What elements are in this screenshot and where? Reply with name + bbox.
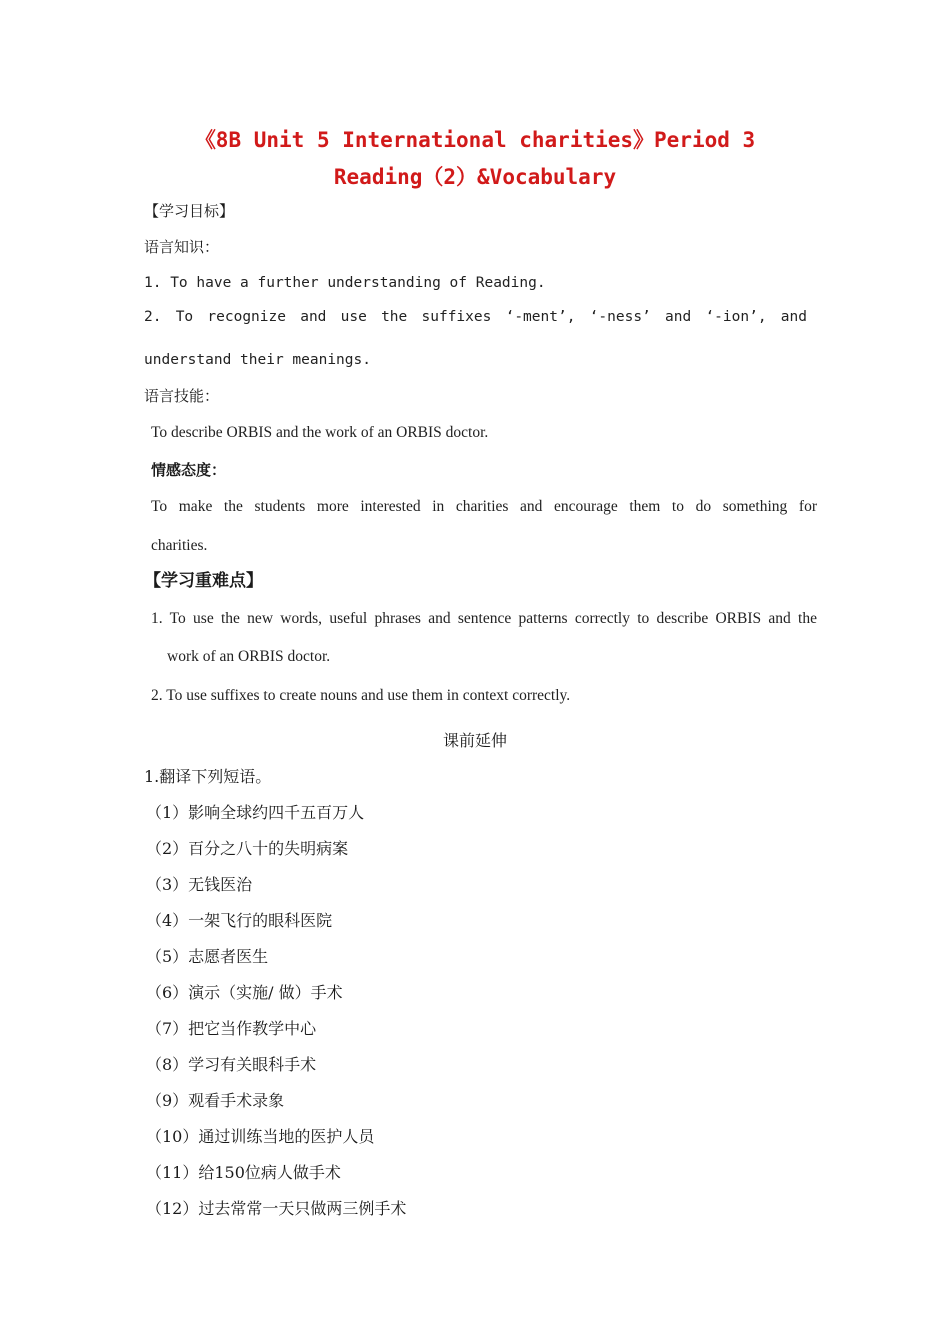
list-item: （1）影响全球约四千五百万人: [146, 803, 365, 822]
list-item: （8）学习有关眼科手术: [146, 1055, 317, 1074]
list-item: （12）过去常常一天只做两三例手术: [146, 1199, 407, 1218]
list-item: （11）给150位病人做手术: [146, 1163, 341, 1182]
skills-text: To describe ORBIS and the work of an ORBIS doctor.: [151, 424, 489, 441]
key-point-1-line-2: work of an ORBIS doctor.: [167, 648, 331, 665]
list-item: （9）观看手术录象: [146, 1091, 285, 1110]
preview-instruction: 1.翻译下列短语。: [144, 767, 272, 786]
document-title-line-2: Reading（2）&Vocabulary: [333, 165, 617, 189]
preview-heading: 课前延伸: [442, 731, 507, 750]
list-item: （6）演示（实施/ 做）手术: [146, 983, 343, 1002]
knowledge-label: 语言知识：: [144, 238, 220, 256]
skills-label: 语言技能：: [144, 387, 220, 405]
attitude-text-line-1: To make the students more interested in charities and encourage them to do something for: [151, 498, 817, 515]
document-title-line-1: 《8B Unit 5 International charities》Period 3: [194, 128, 756, 152]
list-item: （10）通过训练当地的医护人员: [146, 1127, 375, 1146]
list-item: （2）百分之八十的失明病案: [146, 839, 349, 858]
knowledge-item-1: 1. To have a further understanding of Reading.: [144, 275, 546, 291]
key-points-heading: 【学习重难点】: [144, 571, 263, 591]
key-point-2: 2. To use suffixes to create nouns and use them in context correctly.: [151, 687, 571, 704]
list-item: （7）把它当作教学中心: [146, 1019, 317, 1038]
attitude-text-line-2: charities.: [151, 537, 208, 554]
attitude-label: 情感态度：: [151, 461, 227, 479]
list-item: （4）一架飞行的眼科医院: [146, 911, 333, 930]
key-point-1-line-1: 1. To use the new words, useful phrases and sentence patterns correctly to describe ORBIS and the: [151, 610, 817, 627]
knowledge-item-2-line-1: 2. To recognize and use the suffixes ‘-ment’, ‘-ness’ and ‘-ion’, and: [144, 309, 807, 325]
knowledge-item-2-line-2: understand their meanings.: [144, 352, 371, 368]
list-item: （5）志愿者医生: [146, 947, 269, 966]
objectives-heading: 【学习目标】: [144, 202, 235, 220]
list-item: （3）无钱医治: [146, 875, 253, 894]
